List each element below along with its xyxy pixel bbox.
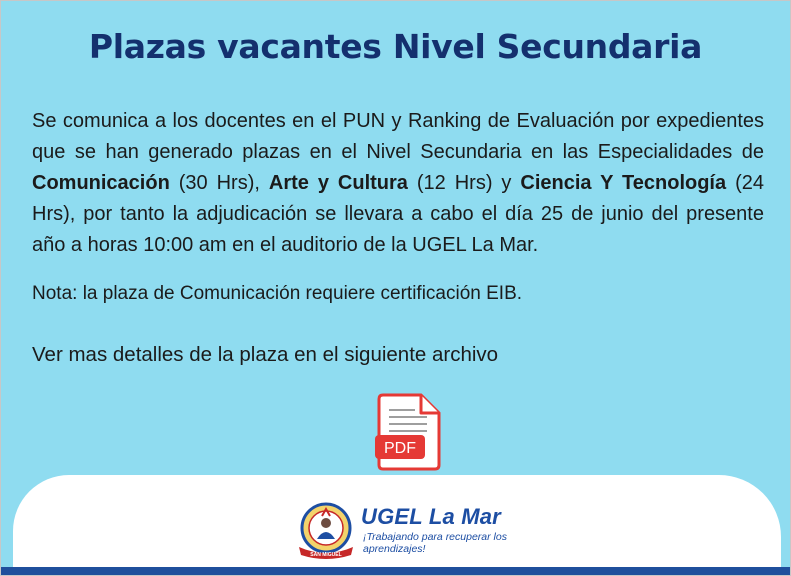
paragraph-text-4: (24 Hrs), por tanto la adjudicación se llevara a cabo el día 25 de junio del presente año a horas 10:00 am en el auditorio de la UGEL La Mar.: [32, 172, 764, 256]
pdf-icon-graphic: [375, 393, 443, 471]
paragraph-text-2: (30 Hrs),: [169, 172, 269, 194]
paragraph-text-3: (12 Hrs) y: [407, 172, 521, 194]
brand-name: UGEL La Mar: [361, 504, 501, 529]
specialty-comunicacion: Comunicación: [32, 172, 170, 194]
announcement-paragraph: [32, 106, 764, 261]
specialty-ciencia-tecnologia: Ciencia Y Tecnología: [520, 172, 727, 194]
page-title: Plazas vacantes Nivel Secundaria: [88, 27, 703, 66]
ugel-logo: [295, 501, 515, 563]
brand-tagline: ¡Trabajando para recuperar los aprendizajes!: [363, 531, 507, 555]
seal-text: SAN MIGUEL: [310, 552, 342, 558]
footer-line: [1, 567, 790, 575]
more-details-text: Ver mas detalles de la plaza en el siguiente archivo: [32, 343, 499, 366]
note-text: Nota: la plaza de Comunicación requiere certificación EIB.: [32, 283, 523, 304]
pdf-file-icon[interactable]: [375, 393, 443, 471]
pdf-label: PDF: [384, 440, 416, 457]
paragraph-text-1: Se comunica a los docentes en el PUN y Ranking de Evaluación por expedientes que se han generado plazas en el Nivel Secundaria en las Especialidades de: [32, 110, 764, 163]
ugel-seal-icon: [295, 501, 357, 561]
specialty-arte-cultura: Arte y Cultura: [268, 172, 408, 194]
